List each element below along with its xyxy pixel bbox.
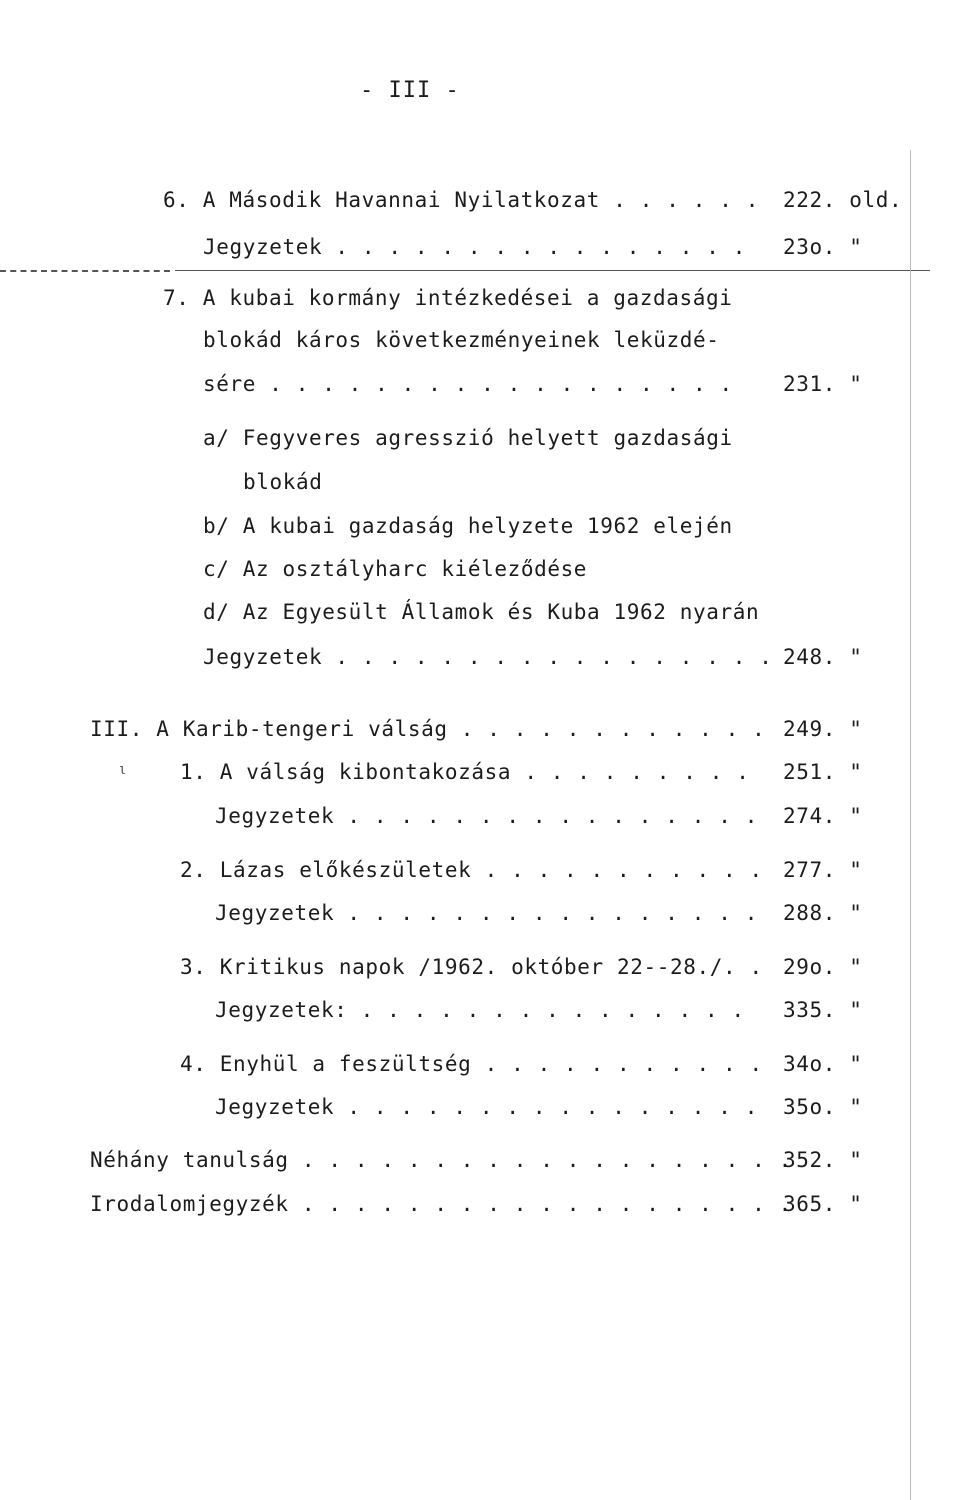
toc-entry-page: 222. old. <box>783 188 903 212</box>
toc-entry-text: 6. A Második Havannai Nyilatkozat . . . . . . <box>163 188 759 212</box>
toc-notes-page: 288. " <box>783 901 863 925</box>
toc-section-text: 1. A válság kibontakozása . . . . . . . . . <box>180 760 750 784</box>
toc-subentry-cont: blokád <box>243 470 323 494</box>
toc-section-text: 4. Enyhül a feszültség . . . . . . . . . . . <box>180 1052 763 1076</box>
toc-notes-page: 274. " <box>783 804 863 828</box>
divider-solid <box>175 270 930 271</box>
toc-notes-page: 23o. " <box>783 235 863 259</box>
page-number-header: - III - <box>360 78 460 103</box>
toc-entry-page: 352. " <box>783 1148 863 1172</box>
margin-speck: ι <box>118 762 127 778</box>
toc-notes-text: Jegyzetek: . . . . . . . . . . . . . . . <box>215 998 745 1022</box>
toc-notes-text: Jegyzetek . . . . . . . . . . . . . . . . <box>215 901 758 925</box>
toc-subentry: d/ Az Egyesült Államok és Kuba 1962 nyarán <box>203 600 760 624</box>
toc-entry-text-cont: sére . . . . . . . . . . . . . . . . . . <box>203 372 733 396</box>
toc-notes-text: Jegyzetek . . . . . . . . . . . . . . . . <box>203 235 746 259</box>
toc-entry-text: Néhány tanulság . . . . . . . . . . . . . . . . . . . <box>90 1148 792 1172</box>
toc-entry-text: Irodalomjegyzék . . . . . . . . . . . . . . . . . . . <box>90 1192 792 1216</box>
toc-notes-page: 335. " <box>783 998 863 1022</box>
toc-notes-text: Jegyzetek . . . . . . . . . . . . . . . . <box>215 1095 758 1119</box>
toc-entry-text: 7. A kubai kormány intézkedései a gazdasági <box>163 286 733 310</box>
toc-entry-page: 231. " <box>783 372 863 396</box>
scan-margin-line <box>910 150 911 1500</box>
toc-notes-text: Jegyzetek . . . . . . . . . . . . . . . . . <box>203 645 773 669</box>
toc-entry-page: 365. " <box>783 1192 863 1216</box>
toc-notes-page: 35o. " <box>783 1095 863 1119</box>
toc-section-text: 2. Lázas előkészületek . . . . . . . . . . . <box>180 858 763 882</box>
toc-part-page: 249. " <box>783 717 863 741</box>
toc-subentry: a/ Fegyveres agresszió helyett gazdasági <box>203 426 733 450</box>
toc-section-page: 277. " <box>783 858 863 882</box>
toc-section-page: 251. " <box>783 760 863 784</box>
toc-subentry: c/ Az osztályharc kiéleződése <box>203 557 588 581</box>
toc-subentry: b/ A kubai gazdaság helyzete 1962 elején <box>203 514 733 538</box>
toc-entry-text-cont: blokád káros következményeinek leküzdé- <box>203 328 720 352</box>
divider-dashed <box>0 270 170 272</box>
toc-part-text: III. A Karib-tengeri válság . . . . . . . . . . . . <box>90 717 766 741</box>
toc-notes-page: 248. " <box>783 645 863 669</box>
toc-section-page: 34o. " <box>783 1052 863 1076</box>
toc-notes-text: Jegyzetek . . . . . . . . . . . . . . . . <box>215 804 758 828</box>
toc-section-text: 3. Kritikus napok /1962. október 22--28./. . <box>180 955 763 979</box>
toc-section-page: 29o. " <box>783 955 863 979</box>
